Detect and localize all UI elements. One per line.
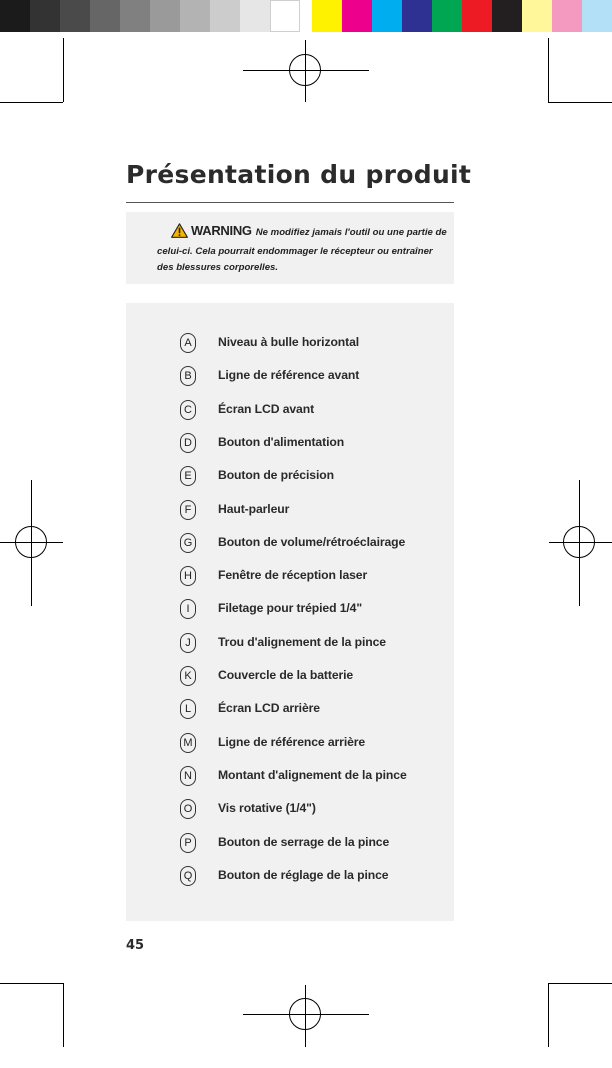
parts-list-item: [126, 533, 454, 555]
color-swatch: [552, 0, 582, 32]
warning-label: WARNING: [191, 223, 252, 238]
part-label: Niveau à bulle horizontal: [218, 335, 360, 349]
part-letter-badge: G: [180, 533, 196, 553]
parts-list-item: [126, 333, 454, 355]
color-swatch: [372, 0, 402, 32]
parts-list-item: [126, 799, 454, 821]
part-label: Trou d'alignement de la pince: [218, 635, 386, 649]
part-label: Bouton de réglage de la pince: [218, 868, 389, 882]
parts-list-item: [126, 433, 454, 455]
warning-message-rest: de celui-ci. Cela pourrait endommager le récepteur ou entraîner des blessures corporelles.: [157, 227, 447, 273]
color-swatch: [342, 0, 372, 32]
part-label: Filetage pour trépied 1/4": [218, 601, 363, 615]
parts-list-item: [126, 666, 454, 688]
part-label: Bouton d'alimentation: [218, 435, 345, 449]
part-label: Ligne de référence avant: [218, 368, 360, 382]
part-letter-badge: H: [180, 566, 196, 586]
parts-list-item: [126, 633, 454, 655]
color-swatch: [60, 0, 90, 32]
part-letter-badge: A: [180, 333, 196, 353]
parts-list-item: [126, 500, 454, 522]
part-letter-badge: I: [180, 599, 196, 619]
warning-box: [126, 212, 454, 284]
part-label: Bouton de volume/rétroéclairage: [218, 535, 406, 549]
title-divider: [126, 202, 454, 203]
color-swatch: [462, 0, 492, 32]
part-label: Vis rotative (1/4"): [218, 801, 316, 815]
parts-list-item: [126, 400, 454, 422]
page-title: Présentation du produit: [126, 160, 472, 189]
page-number: 45: [126, 938, 145, 953]
warning-triangle-icon: [171, 223, 188, 244]
part-label: Montant d'alignement de la pince: [218, 768, 407, 782]
color-swatch: [522, 0, 552, 32]
part-letter-badge: D: [180, 433, 196, 453]
part-letter-badge: F: [180, 500, 196, 520]
color-swatch: [270, 0, 300, 32]
warning-message-line1: Ne modifiez jamais l'outil ou une partie: [255, 227, 433, 238]
part-letter-badge: K: [180, 666, 196, 686]
part-letter-badge: B: [180, 366, 196, 386]
color-calibration-bar: [0, 0, 612, 32]
part-letter-badge: C: [180, 400, 196, 420]
part-letter-badge: O: [180, 799, 196, 819]
color-swatch: [30, 0, 60, 32]
part-letter-badge: Q: [180, 866, 196, 886]
color-swatch: [210, 0, 240, 32]
part-letter-badge: P: [180, 833, 196, 853]
color-swatch: [150, 0, 180, 32]
parts-list-item: [126, 833, 454, 855]
color-swatch: [120, 0, 150, 32]
color-swatch: [582, 0, 612, 32]
warning-text-block: [157, 223, 447, 276]
color-swatch: [492, 0, 522, 32]
part-label: Couvercle de la batterie: [218, 668, 354, 682]
part-letter-badge: N: [180, 766, 196, 786]
part-letter-badge: L: [180, 699, 196, 719]
part-letter-badge: J: [180, 633, 196, 653]
parts-list-item: [126, 599, 454, 621]
part-label: Bouton de serrage de la pince: [218, 835, 390, 849]
parts-list-item: [126, 466, 454, 488]
part-label: Bouton de précision: [218, 468, 334, 482]
color-swatch: [0, 0, 30, 32]
parts-list-item: [126, 699, 454, 721]
part-letter-badge: M: [180, 733, 196, 753]
part-label: Haut-parleur: [218, 502, 290, 516]
part-label: Écran LCD avant: [218, 402, 315, 416]
color-swatch: [90, 0, 120, 32]
parts-list-item: [126, 566, 454, 588]
part-letter-badge: E: [180, 466, 196, 486]
parts-list-item: [126, 733, 454, 755]
color-swatch: [240, 0, 270, 32]
color-swatch: [432, 0, 462, 32]
color-swatch: [402, 0, 432, 32]
parts-list: [126, 303, 454, 921]
part-label: Fenêtre de réception laser: [218, 568, 368, 582]
part-label: Ligne de référence arrière: [218, 735, 366, 749]
part-label: Écran LCD arrière: [218, 701, 320, 715]
parts-list-item: [126, 866, 454, 888]
color-swatch: [180, 0, 210, 32]
color-swatch: [312, 0, 342, 32]
parts-list-item: [126, 366, 454, 388]
parts-list-item: [126, 766, 454, 788]
